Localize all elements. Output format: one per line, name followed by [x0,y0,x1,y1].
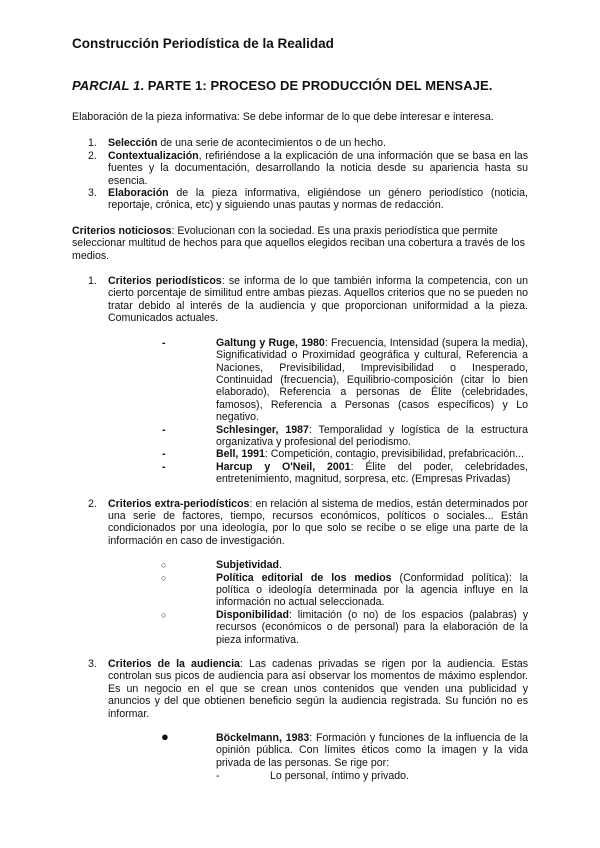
criteria-item-audiencia: 3. Criterios de la audiencia: Las cadenas privadas se rigen por la audiencia. Estas controlan sus picos de audiencia para así observar los momentos de máximo esplendor. Es un negocio en el que se crean unos contenidos que venden una publicidad y anuncios y del que obtienen beneficio según la audiencia registrada. Su función no es informar. ● Böckelmann, 1983: Formación y funciones de la influencia de la opinión pública. Con límites éticos como la imagen y la vida privada de las personas. Se rige por: - Lo personal, íntimo y privado. [88,658,528,783]
list-item: ○ Política editorial de los medios (Conformidad política): la política o ideología determinada por la agencia influye en la información no actual seleccionada. [161,571,528,609]
production-steps-list [72,137,528,211]
criterios-noticiosos-paragraph: Criterios noticiosos: Evolucionan con la sociedad. Es una praxis periodística que permite seleccionar multitud de hechos para que aquellos elegidos reciban una cobertura a través de los medios. [72,224,525,262]
list-item: 3. Elaboración de la pieza informativa, eligiéndose un género periodístico (noticia, reportaje, crónica, etc) y siguiendo unas pautas y normas de redacción. [88,187,528,212]
sub-list [216,770,528,782]
list-item: - Bell, 1991: Competición, contagio, previsibilidad, prefabricación... [162,448,524,461]
list-item: ○ Disponibilidad: limitación (o no) de los espacios (palabras) y recursos (económicos o de personal) para la elaboración de la pieza informativa. [161,608,528,646]
list-item: - Lo personal, íntimo y privado. [216,770,409,783]
document-title: Construcción Periodística de la Realidad [72,36,334,51]
list-item: 2. Contextualización, refiriéndose a la explicación de una información que se basa en las fuentes y la documentación, desarrollando la noticia desde su apariencia hasta su esencia. [88,149,528,187]
section-heading-italic: PARCIAL 1 [72,78,141,93]
list-item: - Galtung y Ruge, 1980: Frecuencia, Intensidad (supera la media), Significatividad o Proximidad geográfica y cultural, Referencia a Naciones, Previsibilidad, Imprevisibilidad o Inesperado, Continuidad (frecuencia), Equilibrio-composición (citar lo bien elaborado), Referencia a personas de Élite (celebridades, famosos), Referencia a Personas (casos específicos) y Lo negativo. [162,336,528,424]
list-item: 1. Selección de una serie de acontecimientos o de un hecho. [88,137,386,150]
criteria-list [72,275,528,783]
audience-authors-list [108,729,528,783]
list-item: - Harcup y O'Neil, 2001: Élite del poder, celebridades, entretenimiento, magnitud, sorpresa, etc. (Empresas Privadas) [162,460,529,486]
intro-paragraph: Elaboración de la pieza informativa: Se debe informar de lo que debe interesar e interesa. [72,111,494,123]
section-heading-rest: . PARTE 1: PROCESO DE PRODUCCIÓN DEL MENSAJE. [140,78,493,93]
criteria-item-extra-periodisticos: 2. Criterios extra-periodísticos: en relación al sistema de medios, están determinados por una serie de factores, tiempo, recursos económicos, políticos o sociales... Están condicionados por una ideología, por lo que solo se recibe o se elige una parte de la información en caso de investigación. ○ Subjetividad. ○ Política editorial de los medios (Conformidad política): la política o ideología determinada por la agencia influye en la información no actual seleccionada. ○ Disponibilidad: limitación (o no) de los espacios (palabras) y recursos (económicos o de personal) para la elaboración de la pieza informativa. [88,497,528,646]
list-item: ● Böckelmann, 1983: Formación y funciones de la influencia de la opinión pública. Con límites éticos como la imagen y la vida privada de las personas. Se rige por: - Lo personal, íntimo y privado. [161,729,528,783]
authors-list [108,337,528,486]
section-heading [72,78,528,93]
criteria-item-periodisticos: 1. Criterios periodísticos: se informa de lo que también informa la competencia, con un cierto porcentaje de similitud entre ambas piezas. Aquellos criterios que no se pueden no tratar debido al interés de la audiencia y que proporcionan uniformidad a la pieza. Comunicados actuales. - Galtung y Ruge, 1980: Frecuencia, Intensidad (supera la media), Significatividad o Proximidad geográfica y cultural, Referencia a Naciones, Previsibilidad, Imprevisibilidad o Inesperado, Continuidad (frecuencia), Equilibrio-composición (citar lo bien elaborado), Referencia a personas de Élite (celebridades, famosos), Referencia a Personas (casos específicos) y Lo negativo. - Schlesinger, 1987: Temporalidad y logística de la estructura organizativa y profesional del periodismo. - Bell, 1991: Competición, contagio, previsibilidad, prefabricación... - Harcup y O'Neil, 2001: Élite del poder, celebridades, entretenimiento, magnitud, sorpresa, etc. (Empresas Privadas) [88,275,529,486]
factors-list [108,559,528,646]
list-item: - Schlesinger, 1987: Temporalidad y logística de la estructura organizativa y profesional del periodismo. [162,423,528,448]
list-item: ○ Subjetividad. [161,559,282,572]
